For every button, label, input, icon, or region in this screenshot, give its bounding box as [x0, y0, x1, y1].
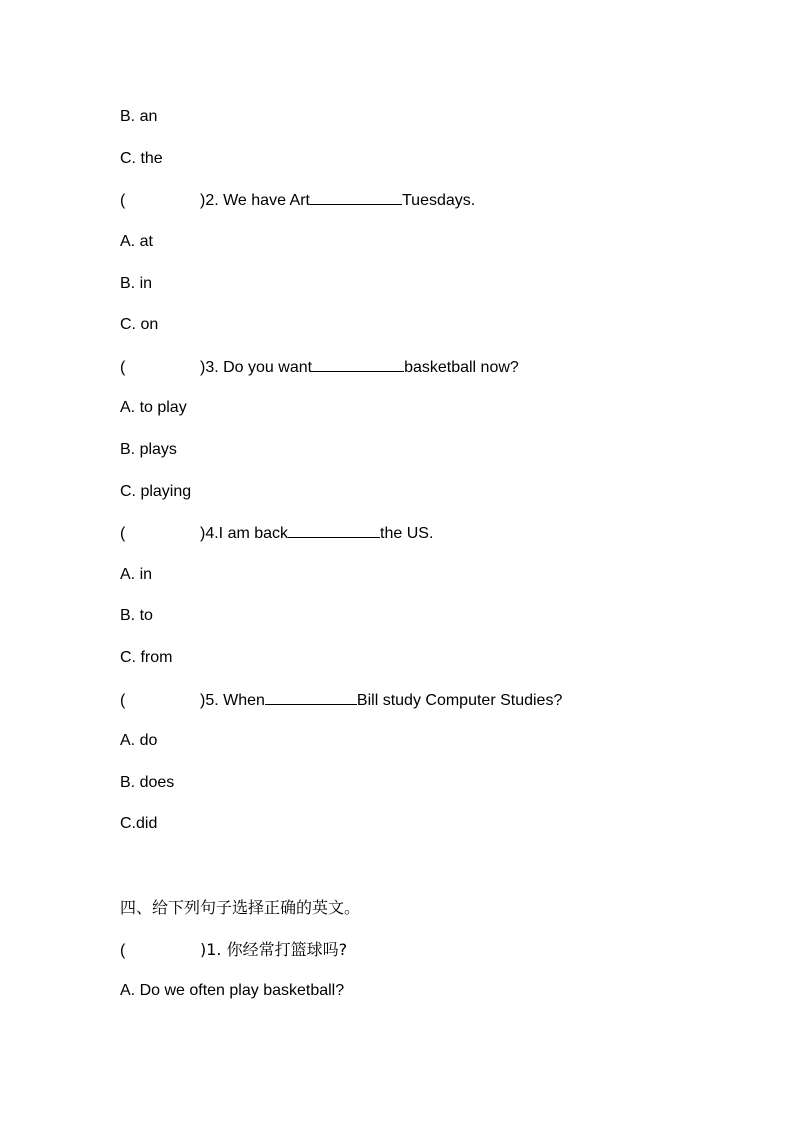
option-q4-a: A. in — [120, 566, 153, 583]
option-q5-c: C.did — [120, 815, 158, 832]
question-4-stem: )4.I am back — [200, 525, 289, 542]
option-q5-a: A. do — [120, 732, 158, 749]
answer-blank — [265, 690, 357, 705]
answer-paren: ( — [120, 942, 126, 959]
answer-paren: ( — [120, 359, 126, 376]
option-q2-b: B. in — [120, 275, 153, 292]
answer-paren: ( — [120, 192, 126, 209]
option-q1-b: B. an — [120, 108, 158, 125]
option-q4-c: C. from — [120, 649, 173, 666]
option-q5-b: B. does — [120, 774, 175, 791]
option-q1-c: C. the — [120, 150, 163, 167]
answer-blank — [288, 523, 380, 538]
question-5 — [120, 690, 562, 711]
question-5-stem: )5. When — [200, 692, 265, 709]
option-q3-a: A. to play — [120, 399, 187, 416]
answer-paren: ( — [120, 525, 126, 542]
question-4-tail: the US. — [380, 525, 434, 542]
question-3-stem: )3. Do you want — [200, 359, 313, 376]
option-s4-q1-a: A. Do we often play basketball? — [120, 982, 345, 999]
answer-paren: ( — [120, 692, 126, 709]
question-4 — [120, 523, 433, 544]
question-2-stem: )2. We have Art — [200, 192, 310, 209]
question-3-tail: basketball now? — [404, 359, 519, 376]
answer-blank — [310, 190, 402, 205]
question-2 — [120, 190, 475, 211]
section-4-title: 四、给下列句子选择正确的英文。 — [120, 898, 361, 917]
option-q2-c: C. on — [120, 316, 159, 333]
answer-blank — [312, 357, 404, 372]
section-4-question-1-text: )1. 你经常打篮球吗? — [200, 940, 348, 959]
question-5-tail: Bill study Computer Studies? — [356, 692, 563, 709]
option-q4-b: B. to — [120, 607, 153, 624]
option-q3-c: C. playing — [120, 483, 192, 500]
option-q2-a: A. at — [120, 233, 153, 250]
question-2-tail: Tuesdays. — [401, 192, 476, 209]
question-3 — [120, 357, 519, 378]
section-4-question-1 — [120, 940, 347, 961]
option-q3-b: B. plays — [120, 441, 177, 458]
